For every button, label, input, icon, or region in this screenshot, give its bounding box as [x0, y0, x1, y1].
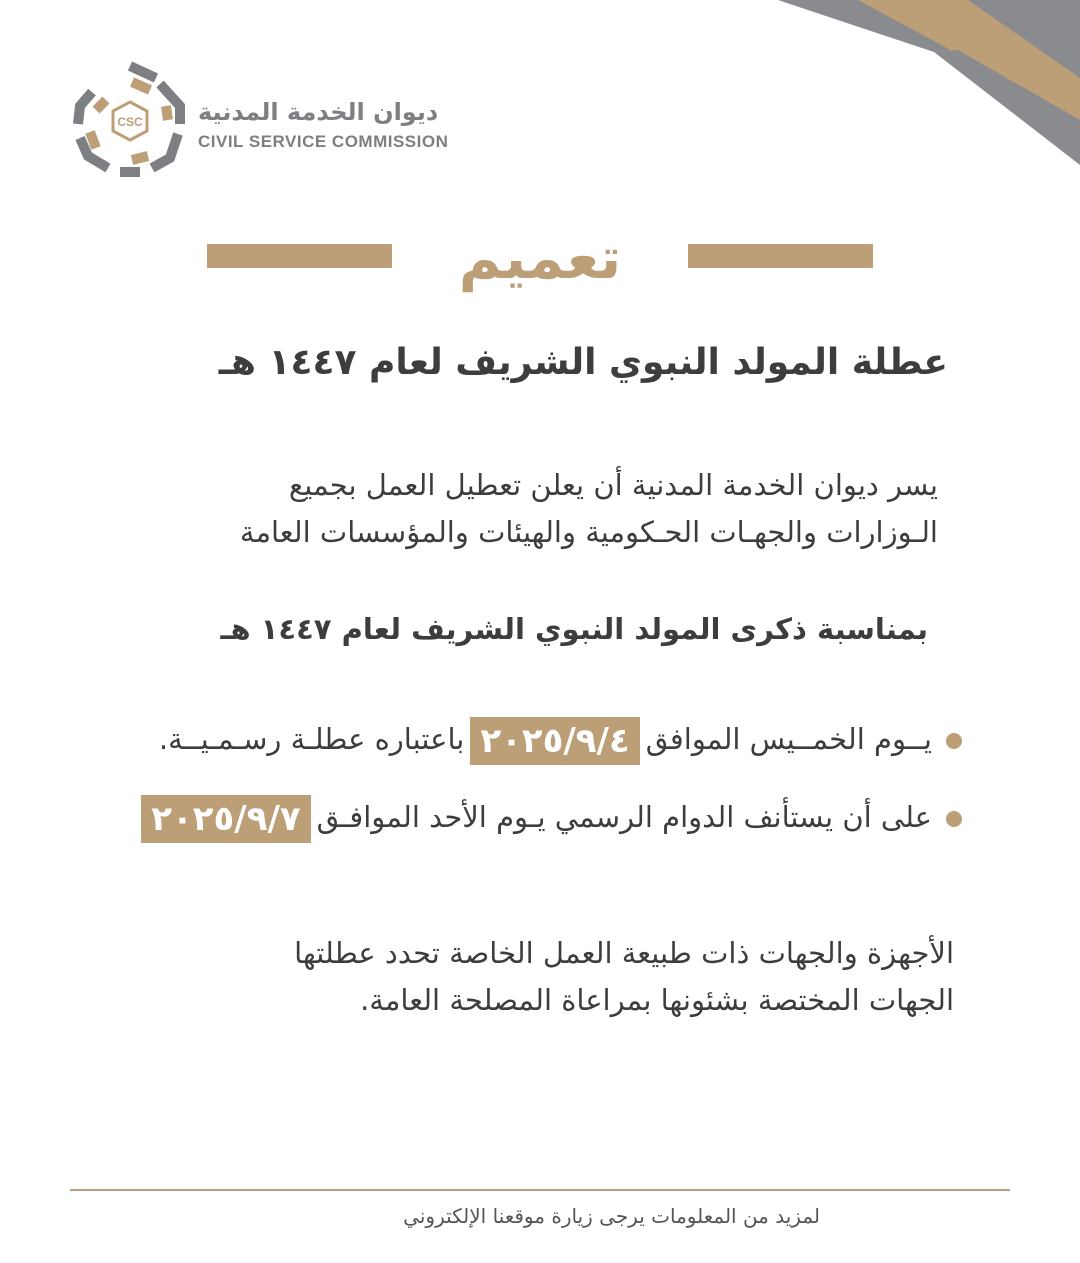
bullet-text-before: على أن يستأنف الدوام الرسمي يـوم الأحد الموافـق	[316, 800, 932, 834]
note-line-1: الأجهزة والجهات ذات طبيعة العمل الخاصة تحدد عطلتها	[294, 936, 954, 970]
bullet-item-holiday	[70, 714, 962, 764]
date-badge: ٢٠٢٥/٩/٧	[141, 795, 310, 843]
note-paragraph	[120, 930, 954, 1024]
csc-emblem-icon	[70, 60, 190, 180]
headline: عطلة المولد النبوي الشريف لعام ١٤٤٧ هـ	[218, 342, 948, 383]
bullet-dot-icon	[946, 811, 962, 827]
bullet-item-resume	[70, 792, 962, 842]
logo	[70, 60, 450, 180]
bullet-text-after: باعتباره عطلـة رسـمـيــة.	[158, 722, 465, 756]
occasion-line: بمناسبة ذكرى المولد النبوي الشريف لعام ١٤٤٧ هـ	[220, 612, 928, 646]
footer-divider	[70, 1189, 1010, 1191]
date-badge: ٢٠٢٥/٩/٤	[470, 717, 639, 765]
intro-line-1: يسر ديوان الخدمة المدنية أن يعلن تعطيل العمل بجميع	[288, 468, 938, 502]
footer-text: لمزيد من المعلومات يرجى زيارة موقعنا الإلكتروني	[403, 1204, 820, 1228]
title-bar-left	[207, 244, 392, 268]
logo-name-english: CIVIL SERVICE COMMISSION	[198, 132, 449, 151]
page-title: تعميم	[458, 224, 622, 292]
intro-paragraph	[90, 462, 938, 556]
intro-line-2: الـوزارات والجهـات الحـكومية والهيئات والمؤسسات العامة	[239, 515, 938, 549]
title-row	[0, 220, 1080, 300]
note-line-2: الجهات المختصة بشئونها بمراعاة المصلحة العامة.	[360, 983, 954, 1017]
logo-name-arabic: ديوان الخدمة المدنية	[198, 98, 439, 126]
bullet-text-before: يــوم الخمــيس الموافق	[645, 722, 932, 756]
title-bar-right	[688, 244, 873, 268]
bullet-dot-icon	[946, 733, 962, 749]
logo-badge-text: CSC	[117, 115, 143, 129]
